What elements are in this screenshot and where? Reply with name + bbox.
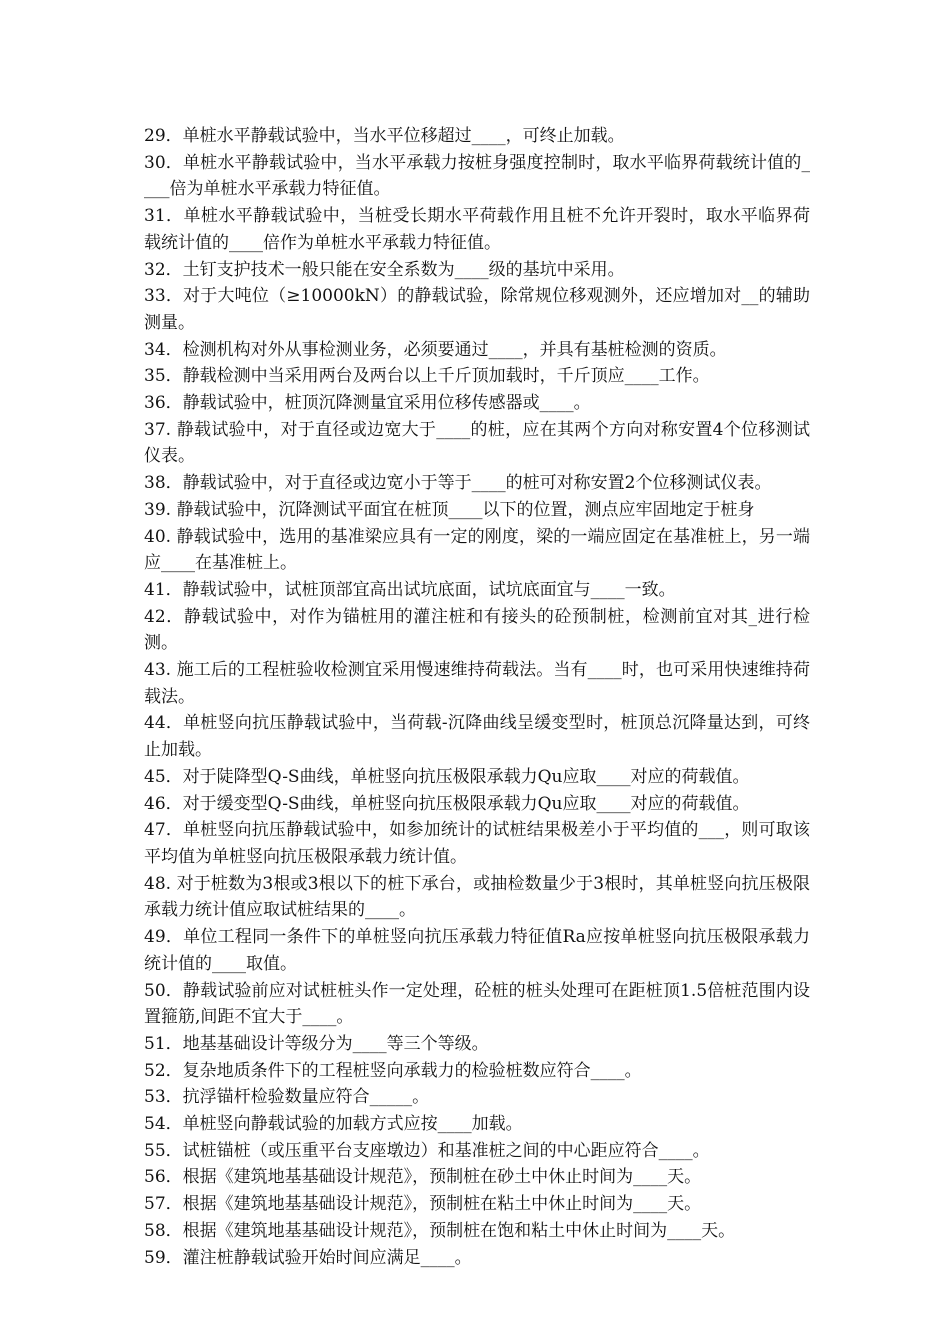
question-48: 48. 对于桩数为3根或3根以下的桩下承台，或抽检数量少于3根时，其单桩竖向抗压极限承载力统计值应取试桩结果的____。 — [144, 873, 810, 921]
question-43: 43. 施工后的工程桩验收检测宜采用慢速维持荷载法。当有____时，也可采用快速维持荷载法。 — [144, 660, 810, 707]
question-35: 35．静载检测中当采用两台及两台以上千斤顶加载时，千斤顶应____工作。 — [144, 366, 710, 387]
question-56: 56．根据《建筑地基基础设计规范》，预制桩在砂土中休止时间为____天。 — [144, 1167, 702, 1188]
question-58: 58．根据《建筑地基基础设计规范》，预制桩在饱和粘土中休止时间为____天。 — [144, 1220, 736, 1241]
question-36: 36．静载试验中，桩顶沉降测量宜采用位移传感器或____。 — [144, 393, 591, 414]
question-46: 46．对于缓变型Q-S曲线，单桩竖向抗压极限承载力Qu应取____对应的荷载值。 — [144, 793, 750, 814]
question-52: 52．复杂地质条件下的工程桩竖向承载力的检验桩数应符合____。 — [144, 1060, 642, 1081]
question-list — [144, 123, 810, 1271]
question-45: 45．对于陡降型Q-S曲线，单桩竖向抗压极限承载力Qu应取____对应的荷载值。 — [144, 766, 750, 787]
question-53: 53．抗浮锚杆检验数量应符合_____。 — [144, 1087, 430, 1108]
question-59: 59．灌注桩静载试验开始时间应满足____。 — [144, 1247, 472, 1268]
question-34: 34．检测机构对外从事检测业务，必须要通过____，并具有基桩检测的资质。 — [144, 339, 727, 360]
question-49: 49．单位工程同一条件下的单桩竖向抗压承载力特征值Ra应按单桩竖向抗压极限承载力统计值的____取值。 — [144, 927, 810, 974]
question-40: 40. 静载试验中，选用的基准梁应具有一定的刚度，梁的一端应固定在基准桩上，另一端应____在基准桩上。 — [144, 526, 810, 574]
question-55: 55．试桩锚桩（或压重平台支座墩边）和基准桩之间的中心距应符合____。 — [144, 1140, 710, 1161]
question-57: 57．根据《建筑地基基础设计规范》，预制桩在粘土中休止时间为____天。 — [144, 1194, 702, 1215]
question-41: 41．静载试验中，试桩顶部宜高出试坑底面，试坑底面宜与____一致。 — [144, 579, 676, 600]
question-51: 51．地基基础设计等级分为____等三个等级。 — [144, 1033, 489, 1054]
question-54: 54．单桩竖向静载试验的加载方式应按____加载。 — [144, 1114, 523, 1135]
question-47: 47．单桩竖向抗压静载试验中，如参加统计的试桩结果极差小于平均值的___，则可取该平均值为单桩竖向抗压极限承载力统计值。 — [144, 820, 810, 867]
question-44: 44．单桩竖向抗压静载试验中，当荷载-沉降曲线呈缓变型时，桩顶总沉降量达到，可终止加载。 — [144, 713, 810, 761]
question-37: 37. 静载试验中，对于直径或边宽大于____的桩，应在其两个方向对称安置4个位移测试仪表。 — [144, 419, 810, 467]
question-31: 31．单桩水平静载试验中，当桩受长期水平荷载作用且桩不允许开裂时，取水平临界荷载统计值的____倍作为单桩水平承载力特征值。 — [144, 206, 810, 253]
question-38: 38．静载试验中，对于直径或边宽小于等于____的桩可对称安置2个位移测试仪表。 — [144, 473, 772, 494]
question-30: 30．单桩水平静载试验中，当水平承载力按桩身强度控制时，取水平临界荷载统计值的____倍为单桩水平承载力特征值。 — [144, 152, 810, 200]
question-32: 32．土钉支护技术一般只能在安全系数为____级的基坑中采用。 — [144, 259, 625, 280]
question-33: 33．对于大吨位（≥10000kN）的静载试验，除常规位移观测外，还应增加对__的辅助测量。 — [144, 286, 810, 333]
question-29: 29．单桩水平静载试验中，当水平位移超过____，可终止加载。 — [144, 126, 625, 146]
question-42: 42．静载试验中，对作为锚桩用的灌注桩和有接头的砼预制桩，检测前宜对其_进行检测。 — [144, 606, 810, 654]
question-50: 50．静载试验前应对试桩桩头作一定处理，砼桩的桩头处理可在距桩顶1.5倍桩范围内设置箍筋,间距不宜大于____。 — [144, 980, 810, 1028]
question-39: 39. 静载试验中，沉降测试平面宜在桩顶____以下的位置，测点应牢固地定于桩身 — [144, 499, 755, 520]
